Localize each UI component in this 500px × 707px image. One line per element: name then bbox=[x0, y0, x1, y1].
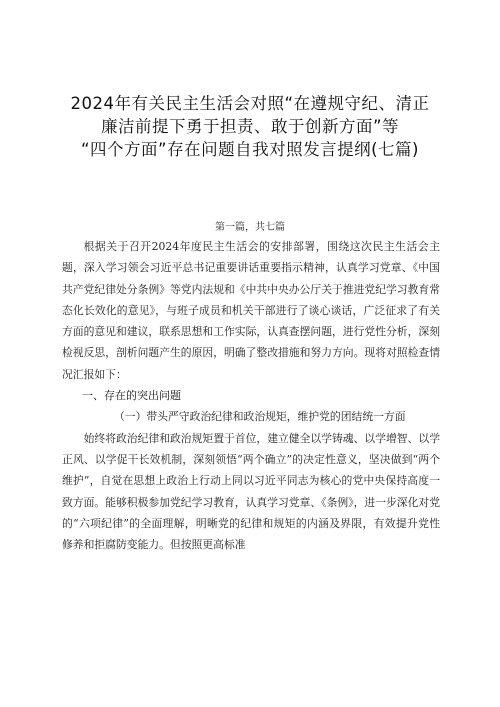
title-line-3: “四个方面”存在问题自我对照发言提纲(七篇) bbox=[81, 140, 419, 159]
subsection-heading-political-discipline: （一）带头严守政治纪律和政治规矩，维护党的团结统一方面 bbox=[114, 410, 406, 424]
document-body bbox=[62, 236, 440, 555]
title-line-1: 2024年有关民主生活会对照“在遵规守纪、清正 bbox=[70, 94, 430, 113]
intro-paragraph: 根据关于召开2024年度民主生活会的安排部署，围绕这次民主生活会主题，深入学习领会习近平总书记重要讲话重要指示精神，认真学习党章、《中国共产党纪律处分条例》等党内法规和《中共中央办公厅关于推进党纪学习教育常态化长效化的意见》，与班子成员和机关干部进行了谈心谈话，广泛征求了有关方面的意见和建议，联系思想和工作实际，认真查摆问题，进行党性分析，深刻检视反思，剖析问题产生的原因，明确了整改措施和努力方向。现将对照检查情况汇报如下： bbox=[62, 240, 440, 381]
title-line-2: 廉洁前提下勇于担责、敢于创新方面”等 bbox=[100, 117, 400, 136]
body-paragraph: 始终将政治纪律和政治规矩置于首位，建立健全以学铸魂、以学增智、以学正风、以学促干长效机制，深刻领悟“两个确立”的决定性意义，坚决做到“两个维护”，自觉在思想上政治上行动上同以习近平同志为核心的党中央保持高度一致方面。能够积极参加党纪学习教育，认真学习党章、《条例》，进一步深化对党的“六项纪律”的全面理解，明晰党的纪律和规矩的内涵及界限，有效提升党性修养和拒腐防变能力。但按照更高标准 bbox=[62, 431, 440, 552]
document-title bbox=[50, 92, 450, 161]
document-subtitle: 第一篇，共七篇 bbox=[215, 222, 285, 233]
section-heading-problems: 一、存在的突出问题 bbox=[82, 389, 181, 403]
